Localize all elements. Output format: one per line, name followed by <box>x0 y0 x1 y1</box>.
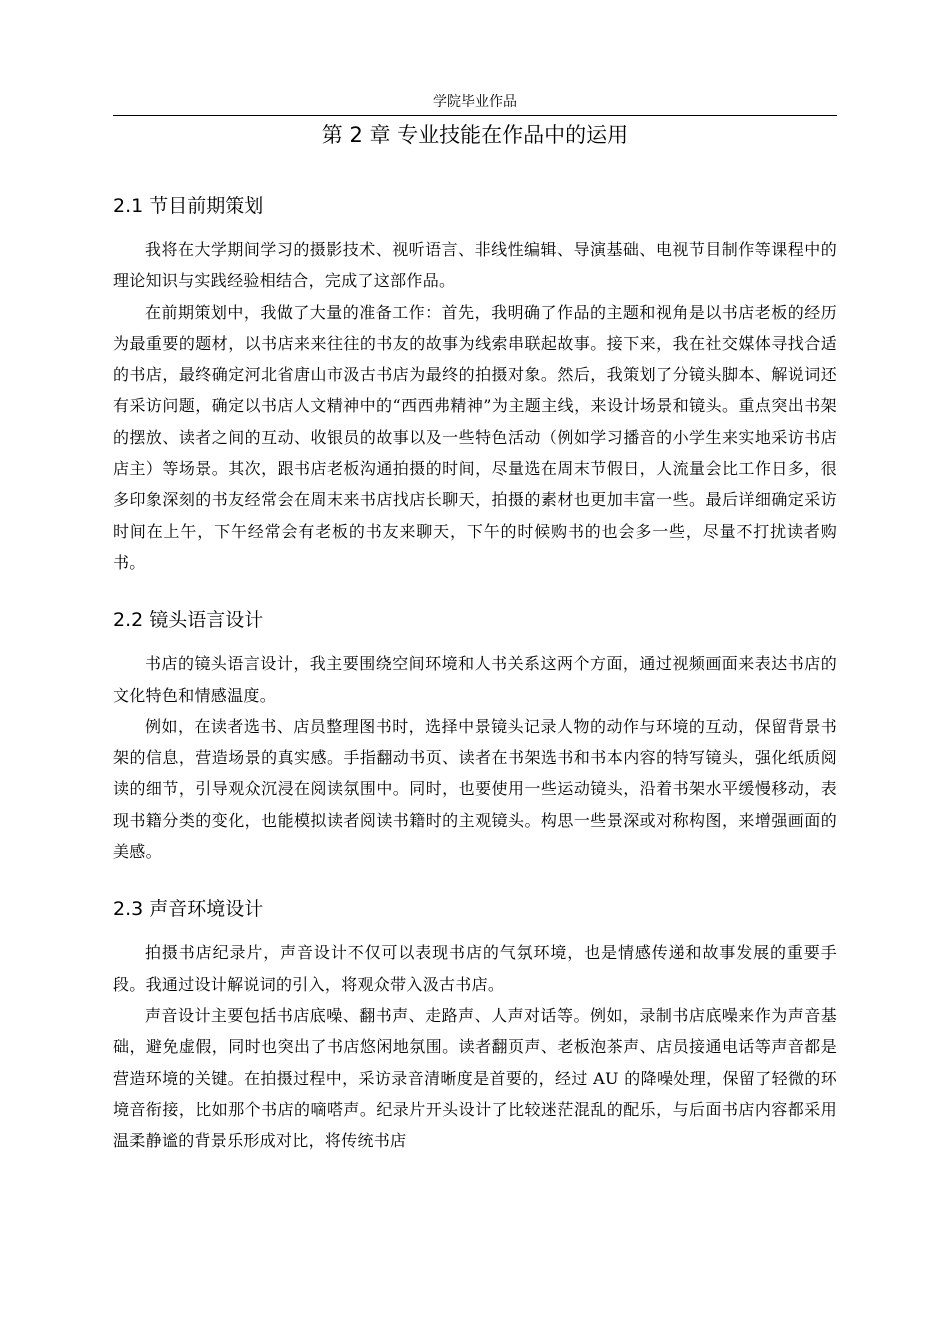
paragraph: 书店的镜头语言设计，我主要围绕空间环境和人书关系这两个方面，通过视频画面来表达书店的文化特色和情感温度。 <box>113 654 837 705</box>
paragraph: 例如，在读者选书、店员整理图书时，选择中景镜头记录人物的动作与环境的互动，保留背景书架的信息，营造场景的真实感。手指翻动书页、读者在书架选书和书本内容的特写镜头，强化纸质阅读的细节，引导观众沉浸在阅读氛围中。同时，也要使用一些运动镜头，沿着书架水平缓慢移动，表现书籍分类的变化，也能模拟读者阅读书籍时的主观镜头。构思一些景深或对称构图，来增强画面的美感。 <box>113 716 837 862</box>
section-heading: 2.2 镜头语言设计 <box>113 609 264 632</box>
running-title: 学院毕业作品 <box>433 94 517 110</box>
paragraph: 拍摄书店纪录片，声音设计不仅可以表现书店的气氛环境，也是情感传递和故事发展的重要手段。我通过设计解说词的引入，将观众带入汲古书店。 <box>113 943 837 994</box>
section-2-3 <box>113 893 837 1156</box>
document-body <box>113 190 837 1182</box>
section-2-2 <box>113 604 837 867</box>
section-heading: 2.1 节目前期策划 <box>113 195 264 217</box>
paragraph: 我将在大学期间学习的摄影技术、视听语言、非线性编辑、导演基础、电视节目制作等课程中的理论知识与实践经验相结合，完成了这部作品。 <box>113 240 837 291</box>
paragraph: 在前期策划中，我做了大量的准备工作：首先，我明确了作品的主题和视角是以书店老板的经历为最重要的题材，以书店来来往往的书友的故事为线索串联起故事。接下来，我在社交媒体寻找合适的书店，最终确定河北省唐山市汲古书店为最终的拍摄对象。然后，我策划了分镜头脚本、解说词还有采访问题，确定以书店人文精神中的“西西弗精神”为主题主线，来设计场景和镜头。重点突出书架的摆放、读者之间的互动、收银员的故事以及一些特色活动（例如学习播音的小学生来实地采访书店店主）等场景。其次，跟书店老板沟通拍摄的时间，尽量选在周末节假日，人流量会比工作日多，很多印象深刻的书友经常会在周末来书店找店长聊天，拍摄的素材也更加丰富一些。最后详细确定采访时间在上午，下午经常会有老板的书友来聊天，下午的时候购书的也会多一些，尽量不打扰读者购书。 <box>113 302 837 572</box>
paragraph: 声音设计主要包括书店底噪、翻书声、走路声、人声对话等。例如，录制书店底噪来作为声音基础，避免虚假，同时也突出了书店悠闲地氛围。读者翻页声、老板泡茶声、店员接通电话等声音都是营造环境的关键。在拍摄过程中，采访录音清晰度是首要的，经过 AU 的降噪处理，保留了轻微的环境音衔接，比如那个书店的嘀嗒声。纪录片开头设计了比较迷茫混乱的配乐，与后面书店内容都采用温柔静谧的背景乐形成对比，将传统书店 <box>113 1005 837 1151</box>
page-header <box>113 90 837 116</box>
section-2-1 <box>113 190 837 578</box>
section-heading: 2.3 声音环境设计 <box>113 898 264 921</box>
chapter-title: 第 2 章 专业技能在作品中的运用 <box>321 123 629 147</box>
